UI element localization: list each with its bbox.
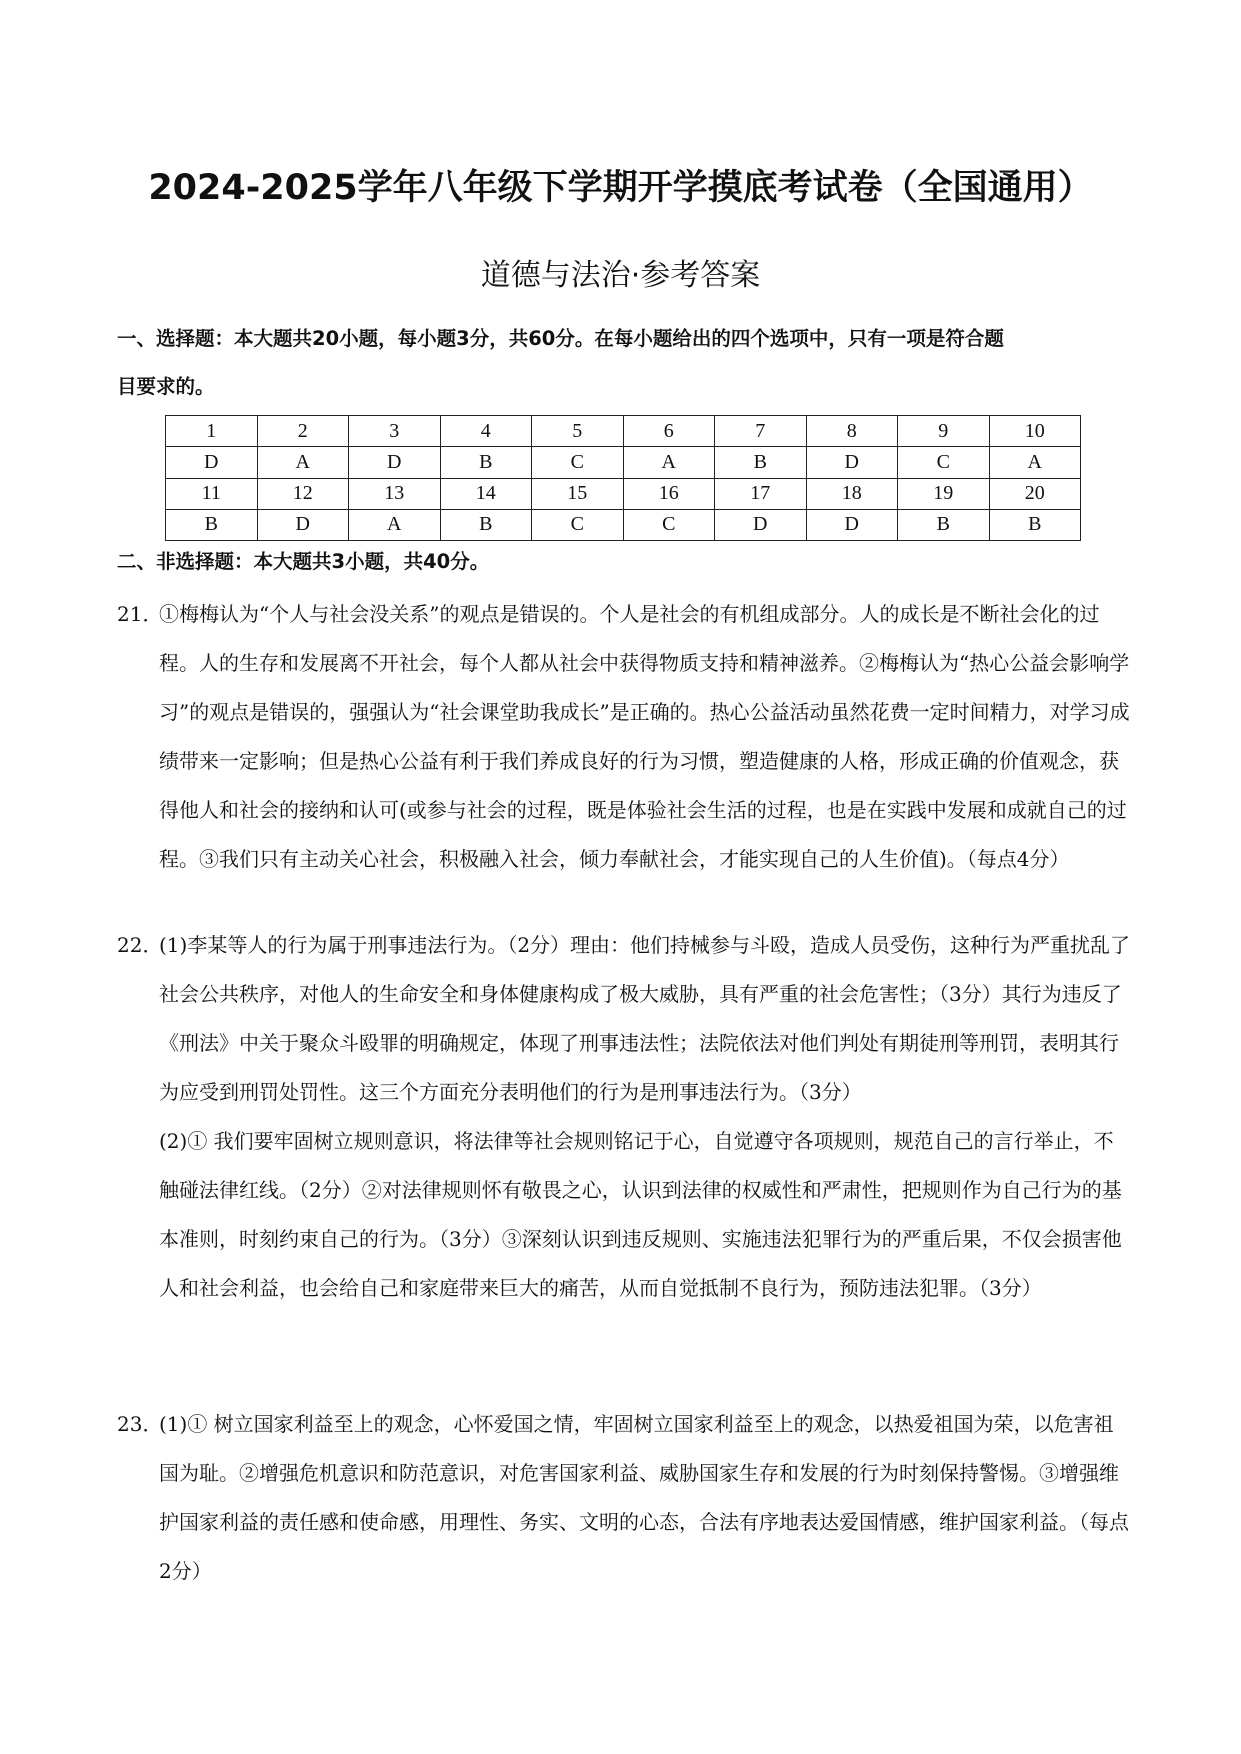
answer-table-cell: D [257, 509, 349, 540]
section1-heading [117, 315, 1127, 411]
answer-table-cell: 2 [257, 416, 349, 447]
answer-table-row [166, 478, 1081, 509]
answer-table-cell: B [715, 447, 807, 478]
question-22 [117, 921, 1132, 1313]
answer-table-cell: D [349, 447, 441, 478]
answer-table-cell: B [440, 447, 532, 478]
answer-table-cell: B [166, 509, 258, 540]
answer-table-cell: B [898, 509, 990, 540]
section1-heading-line2: 目要求的。 [117, 375, 215, 398]
answer-table-cell: C [623, 509, 715, 540]
question-paragraph: ①梅梅认为“个人与社会没关系”的观点是错误的。个人是社会的有机组成部分。人的成长是不断社会化的过程。人的生存和发展离不开社会，每个人都从社会中获得物质支持和精神滋养。②梅梅认为“热心公益会影响学习”的观点是错误的，强强认为“社会课堂助我成长”是正确的。热心公益活动虽然花费一定时间精力，对学习成绩带来一定影响；但是热心公益有利于我们养成良好的行为习惯，塑造健康的人格，形成正确的价值观念，获得他人和社会的接纳和认可(或参与社会的过程，既是体验社会生活的过程，也是在实践中发展和成就自己的过程。③我们只有主动关心社会，积极融入社会，倾力奉献社会，才能实现自己的人生价值)。（每点4分） [159, 602, 1130, 871]
answer-table-cell: 3 [349, 416, 441, 447]
answer-table-cell: C [898, 447, 990, 478]
answer-table-cell: A [257, 447, 349, 478]
answer-table-cell: 14 [440, 478, 532, 509]
answer-table-cell: 7 [715, 416, 807, 447]
answer-table-cell: D [166, 447, 258, 478]
question-number: 22． [117, 933, 163, 957]
answer-table-cell: 17 [715, 478, 807, 509]
answer-table [165, 415, 1081, 541]
answer-table-cell: A [349, 509, 441, 540]
question-paragraph: (2)① 我们要牢固树立规则意识，将法律等社会规则铭记于心，自觉遵守各项规则，规范自己的言行举止，不触碰法律红线。（2分）②对法律规则怀有敬畏之心，认识到法律的权威性和严肃性，把规则作为自己行为的基本准则，时刻约束自己的行为。（3分）③深刻认识到违反规则、实施违法犯罪行为的严重后果，不仅会损害他人和社会利益，也会给自己和家庭带来巨大的痛苦，从而自觉抵制不良行为，预防违法犯罪。（3分） [159, 1129, 1122, 1300]
answer-table-cell: 6 [623, 416, 715, 447]
answer-table-cell: 11 [166, 478, 258, 509]
answer-table-cell: 20 [989, 478, 1081, 509]
answer-table-cell: A [623, 447, 715, 478]
page-subtitle: 道德与法治·参考答案 [480, 258, 761, 293]
question-number: 21． [117, 602, 163, 626]
answer-table-cell: 5 [532, 416, 624, 447]
answer-table-cell: 15 [532, 478, 624, 509]
answer-table-cell: D [806, 509, 898, 540]
question-number: 23． [117, 1412, 163, 1436]
answer-table-row [166, 447, 1081, 478]
page-title: 2024-2025学年八年级下学期开学摸底考试卷（全国通用） [148, 168, 1093, 208]
answer-table-cell: 9 [898, 416, 990, 447]
section2-heading: 二、非选择题：本大题共3小题，共40分。 [117, 550, 490, 573]
answer-table-cell: 10 [989, 416, 1081, 447]
question-paragraph: (1)李某等人的行为属于刑事违法行为。（2分）理由：他们持械参与斗殴，造成人员受伤，这种行为严重扰乱了社会公共秩序，对他人的生命安全和身体健康构成了极大威胁，具有严重的社会危害性；（3分）其行为违反了《刑法》中关于聚众斗殴罪的明确规定，体现了刑事违法性；法院依法对他们判处有期徒刑等刑罚，表明其行为应受到刑罚处罚性。这三个方面充分表明他们的行为是刑事违法行为。（3分） [159, 933, 1131, 1104]
answer-table-row [166, 416, 1081, 447]
answer-table-cell: 19 [898, 478, 990, 509]
answer-table-cell: 13 [349, 478, 441, 509]
answer-table-cell: 8 [806, 416, 898, 447]
question-paragraph: (1)① 树立国家利益至上的观念，心怀爱国之情，牢固树立国家利益至上的观念，以热爱祖国为荣，以危害祖国为耻。②增强危机意识和防范意识，对危害国家利益、威胁国家生存和发展的行为时刻保持警惕。③增强维护国家利益的责任感和使命感，用理性、务实、文明的心态，合法有序地表达爱国情感，维护国家利益。（每点2分） [159, 1412, 1129, 1583]
answer-table-cell: 18 [806, 478, 898, 509]
answer-table-cell: D [806, 447, 898, 478]
question-23 [117, 1400, 1132, 1596]
answer-table-row [166, 509, 1081, 540]
answer-table-cell: D [715, 509, 807, 540]
answer-table-cell: 4 [440, 416, 532, 447]
answer-table-cell: C [532, 509, 624, 540]
answer-table-cell: 1 [166, 416, 258, 447]
answer-table-cell: B [989, 509, 1081, 540]
answer-table-cell: B [440, 509, 532, 540]
answer-table-cell: 12 [257, 478, 349, 509]
answer-table-cell: A [989, 447, 1081, 478]
answer-table-cell: C [532, 447, 624, 478]
answer-table-cell: 16 [623, 478, 715, 509]
section1-heading-line1: 一、选择题：本大题共20小题，每小题3分，共60分。在每小题给出的四个选项中，只有一项是符合题 [117, 327, 1004, 350]
question-21 [117, 590, 1132, 884]
